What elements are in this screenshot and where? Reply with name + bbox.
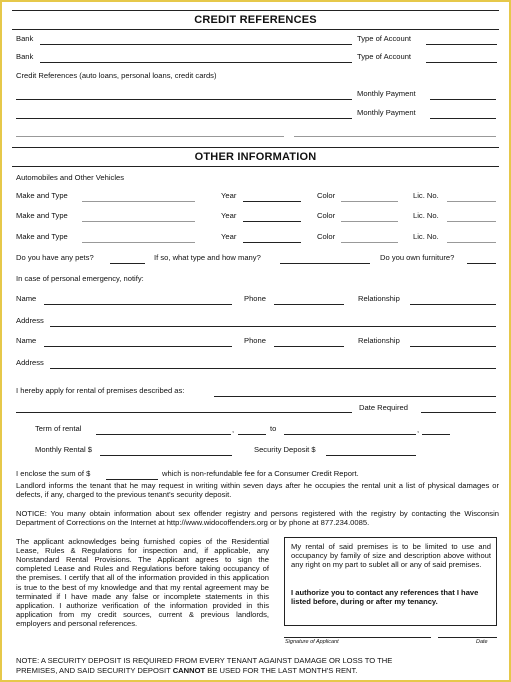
make-type-label-2: Make and Type [16,211,68,220]
applicant-signature-field[interactable] [284,637,431,638]
date-required-label: Date Required [359,403,408,412]
bank-field-2[interactable] [40,62,352,63]
security-deposit-field[interactable] [326,455,416,456]
lic-field-3[interactable] [447,242,496,243]
credit-ref-field-2[interactable] [16,118,352,119]
landlord-paragraph: Landlord informs the tenant that he may request in writing within seven days after he occupies the rental unit a list of physical damages or defects, if any, charged to the previous tenant's security deposit. [16,481,499,500]
notice-paragraph: NOTICE: You many obtain information about sex offender registry and persons registered with the registry by contacting the Wisconsin Department of Corrections on the Internet at http://www.widocoffenders.org or by phone at 877.234.0085. [16,509,499,528]
year-field-3[interactable] [243,242,301,243]
pets-label: Do you have any pets? [16,253,94,262]
furniture-label: Do you own furniture? [380,253,455,262]
bank-field-1[interactable] [40,44,352,45]
phone-field-1[interactable] [274,304,344,305]
signature-date-label: Date [476,639,488,645]
lic-field-2[interactable] [447,221,496,222]
top-rule [12,10,499,11]
note-line-2 [16,667,357,676]
monthly-payment-field-2[interactable] [430,118,496,119]
signature-date-field[interactable] [438,637,497,638]
pets-what-label: If so, what type and how many? [154,253,261,262]
relationship-field-1[interactable] [410,304,496,305]
lic-field-1[interactable] [447,201,496,202]
note-line-2-bold: CANNOT [172,666,206,675]
bank-label-1: Bank [16,34,34,43]
make-type-field-1[interactable] [82,201,195,202]
emergency-label: In case of personal emergency, notify: [16,274,144,283]
other-info-top-rule [12,147,499,148]
monthly-payment-label-1: Monthly Payment [357,89,416,98]
type-of-account-field-1[interactable] [426,44,497,45]
pets-what-field[interactable] [280,263,370,264]
premises-field-2[interactable] [16,412,352,413]
relationship-label-2: Relationship [358,336,400,345]
term-start-year-field[interactable] [238,434,266,435]
address-label-1: Address [16,316,44,325]
term-comma-2: , [417,425,420,434]
phone-field-2[interactable] [274,346,344,347]
note-line-1: NOTE: A SECURITY DEPOSIT IS REQUIRED FROM EVERY TENANT AGAINST DAMAGE OR LOSS TO THE [16,656,393,665]
year-field-2[interactable] [243,221,301,222]
type-of-account-label-2: Type of Account [357,52,412,61]
name-field-2[interactable] [44,346,232,347]
phone-label-1: Phone [244,294,266,303]
type-of-account-label-1: Type of Account [357,34,412,43]
year-label-3: Year [221,232,237,241]
lic-label-1: Lic. No. [413,191,439,200]
lic-label-2: Lic. No. [413,211,439,220]
term-end-field[interactable] [284,434,416,435]
name-field-1[interactable] [44,304,232,305]
enclose-amount-field[interactable] [106,479,158,480]
make-type-field-2[interactable] [82,221,195,222]
monthly-payment-field-1[interactable] [430,99,496,100]
term-comma-1: , [232,425,235,434]
credit-references-title: CREDIT REFERENCES [194,14,317,26]
address-field-2[interactable] [50,368,496,369]
address-label-2: Address [16,358,44,367]
color-field-2[interactable] [341,221,398,222]
credit-ref-field-1[interactable] [16,99,352,100]
credit-ref-field-3b[interactable] [294,136,496,137]
enclose-label-b: which is non-refundable fee for a Consumer Credit Report. [162,469,359,478]
premises-field[interactable] [214,396,496,397]
other-information-title: OTHER INFORMATION [194,151,317,163]
credit-refs-label: Credit References (auto loans, personal loans, credit cards) [16,71,217,80]
make-type-field-3[interactable] [82,242,195,243]
monthly-rental-label: Monthly Rental $ [35,445,92,454]
term-label: Term of rental [35,424,82,433]
furniture-field[interactable] [467,263,496,264]
make-type-label-3: Make and Type [16,232,68,241]
pets-field[interactable] [110,263,145,264]
color-label-3: Color [317,232,336,241]
type-of-account-field-2[interactable] [426,62,497,63]
credit-title-rule [12,29,499,30]
credit-ref-field-3a[interactable] [16,136,284,137]
year-label-2: Year [221,211,237,220]
color-field-1[interactable] [341,201,398,202]
tenancy-box [284,537,497,626]
apply-label: I hereby apply for rental of premises described as: [16,386,185,395]
acknowledgement-paragraph: The applicant acknowledges being furnished copies of the Residential Lease, Rules & Regulations for inspection and, if applicable, any Nonstandard Rental Provisions. The Applicant agrees to sign the completed Lease and Rules and Regulations before taking occupancy of the premises. I certify that all of the information provided in this application is true to the best of my knowledge and that my rental agreement may be terminated if I have made any false or incomplete statements in this application. I authorize verification of the information provided in this application from my credit sources, current & previous landlords, employers and personal references. [16,537,269,628]
monthly-payment-label-2: Monthly Payment [357,108,416,117]
bank-label-2: Bank [16,52,34,61]
relationship-field-2[interactable] [410,346,496,347]
color-label-2: Color [317,211,336,220]
enclose-label-a: I enclose the sum of $ [16,469,91,478]
color-field-3[interactable] [341,242,398,243]
make-type-label-1: Make and Type [16,191,68,200]
lic-label-3: Lic. No. [413,232,439,241]
vehicles-label: Automobiles and Other Vehicles [16,173,125,182]
year-field-1[interactable] [243,201,301,202]
term-start-field[interactable] [96,434,231,435]
term-to-label: to [270,424,277,433]
name-label-1: Name [16,294,37,303]
color-label-1: Color [317,191,336,200]
note-line-2-a: PREMISES, AND SAID SECURITY DEPOSIT [16,666,173,675]
date-required-field[interactable] [421,412,496,413]
phone-label-2: Phone [244,336,266,345]
security-deposit-label: Security Deposit $ [254,445,316,454]
signature-applicant-label: Signature of Applicant [285,639,339,645]
other-title-rule [12,166,499,167]
address-field-1[interactable] [50,326,496,327]
relationship-label-1: Relationship [358,294,400,303]
note-line-2-b: BE USED FOR THE LAST MONTH'S RENT. [205,666,358,675]
monthly-rental-field[interactable] [100,455,232,456]
year-label-1: Year [221,191,237,200]
tenancy-box-text: My rental of said premises is to be limited to use and occupancy by family of size and description above without any right on my part to sublet all or any of said premises. [291,542,491,570]
term-end-year-field[interactable] [422,434,450,435]
name-label-2: Name [16,336,37,345]
tenancy-box-bold: I authorize you to contact any references that I have listed before, during or after my tenancy. [291,588,479,607]
